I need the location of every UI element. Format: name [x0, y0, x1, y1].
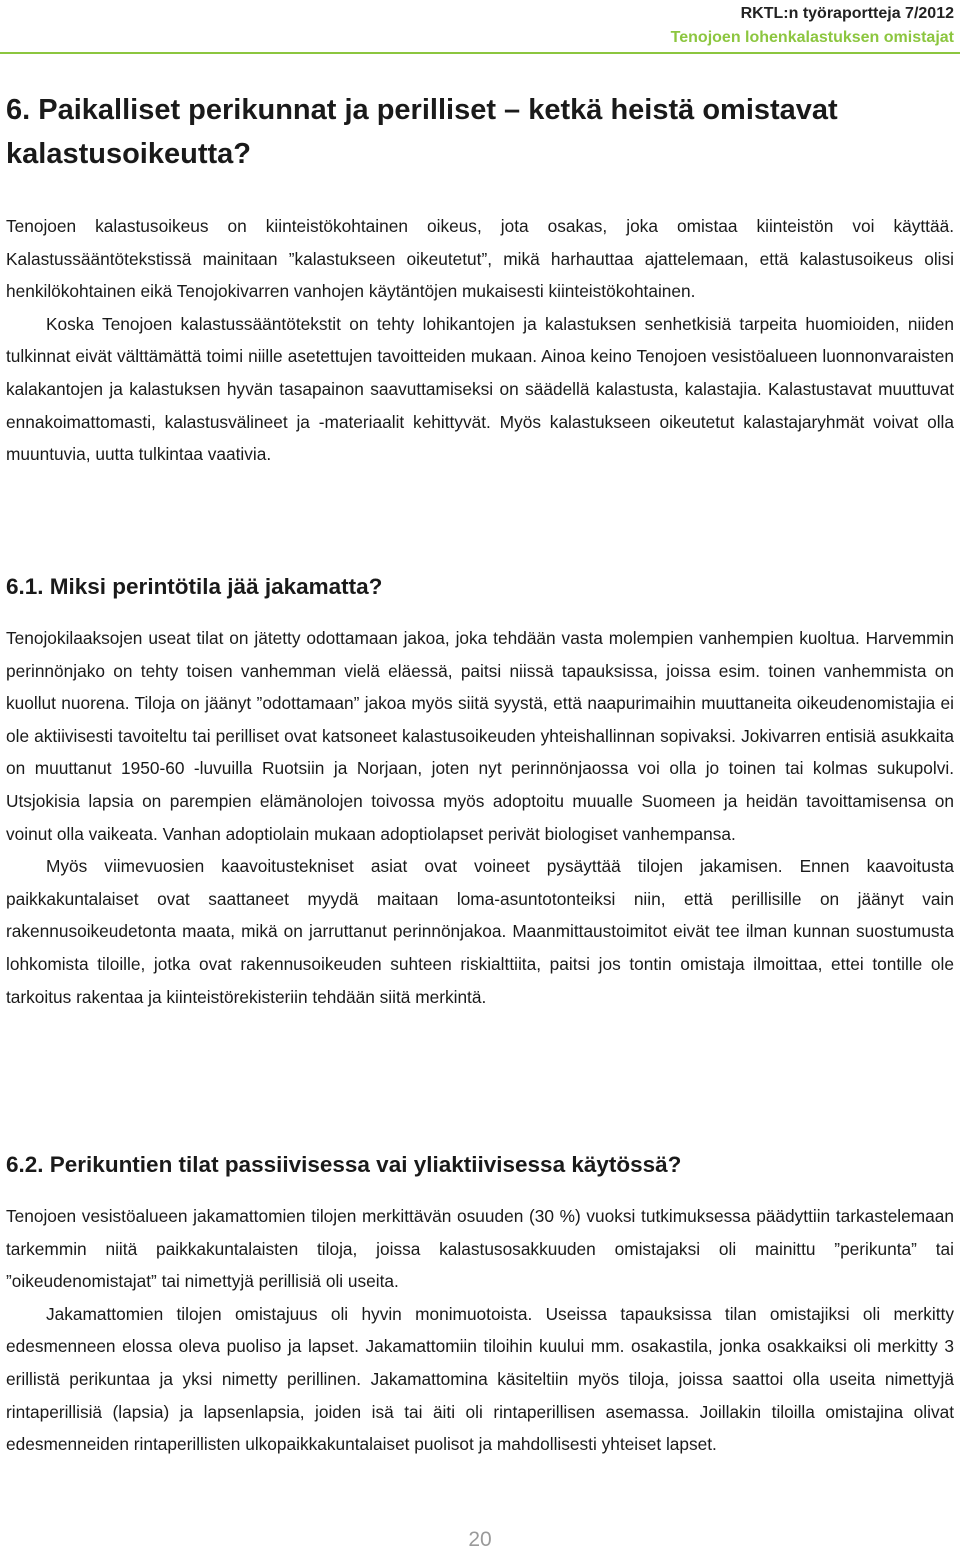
page-number: 20: [468, 1528, 492, 1551]
chapter-title: 6. Paikalliset perikunnat ja perilliset – ketkä heistä omistavat kalastusoikeutta?: [6, 94, 838, 170]
running-header: [671, 2, 954, 50]
section-6-1-text: [6, 622, 954, 1013]
header-divider: [0, 52, 960, 54]
report-series: RKTL:n työraportteja 7/2012: [740, 5, 954, 22]
intro-paragraph-1: Tenojoen kalastusoikeus on kiinteistökohtainen oikeus, jota osakas, joka omistaa kiinteistön voi käyttää. Kalastussääntötekstissä mainitaan ”kalastukseen oikeutetut”, mikä harhauttaa ajattelemaan, että kalastusoikeus olisi henkilökohtainen eikä Tenojokivarren vanhojen käytäntöjen mukaisesti kiinteistökohtainen.: [6, 216, 954, 302]
section-6-1-paragraph-1: Tenojokilaaksojen useat tilat on jätetty odottamaan jakoa, joka tehdään vasta molempien vanhempien kuoltua. Harvemmin perinnönjako on tehty toisen vanhemman vielä eläessä, paitsi niissä tapauksissa, joissa esim. toinen vanhemmista on kuollut nuorena. Tiloja on jäänyt ”odottamaan” jakoa myös siitä syystä, että naapurimaihin muuttaneita oikeudenomistajia ei ole aktiivisesti tavoiteltu tai perilliset ovat katsoneet kalastusoikeuden yhteishallinnan sopivaksi. Jokivarren entisiä asukkaita on muuttanut 1950-60 -luvuilla Ruotsiin ja Norjaan, joten nyt perinnönjaossa voi olla jo toinen tai kolmas sukupolvi. Utsjokisia lapsia on parempien elämänolojen toivossa myös adoptoitu muualle Suomeen ja heidän tavoittamisensa on voinut olla vaikeata. Vanhan adoptiolain mukaan adoptiolapset perivät biologiset vanhempansa.: [6, 628, 954, 844]
section-6-2-text: [6, 1200, 954, 1461]
section-6-2-paragraph-1: Tenojoen vesistöalueen jakamattomien tilojen merkittävän osuuden (30 %) vuoksi tutkimuksessa päädyttiin tarkastelemaan tarkemmin niitä paikkakuntalaisten tiloja, joissa kalastusosakkuuden omistajaksi oli mainittu ”perikunta” tai ”oikeudenomistajat” tai nimettyjä perillisiä oli useita.: [6, 1206, 954, 1292]
report-title: Tenojoen lohenkalastuksen omistajat: [670, 29, 954, 46]
intro-text: [6, 210, 954, 471]
section-6-2-paragraph-2: Jakamattomien tilojen omistajuus oli hyvin monimuotoista. Useissa tapauksissa tilan omistajiksi oli merkitty edesmenneen elossa oleva puoliso ja lapset. Jakamattomiin tiloihin kuului mm. osakastila, jonka osakkaiksi oli merkitty 3 erillistä perikuntaa ja yksi nimetty perillinen. Jakamattomina käsiteltiin myös tiloja, joissa saattoi olla useita nimettyjä rintaperillisiä (lapsia) ja lapsenlapsia, joiden isä tai äiti oli rintaperillisen asemassa. Joillakin tiloilla omistajina olivat edesmenneiden rintaperillisten ulkopaikkakuntalaiset puolisot ja mahdollisesti yhteiset lapset.: [6, 1303, 954, 1455]
section-6-1-paragraph-2: Myös viimevuosien kaavoitustekniset asiat ovat voineet pysäyttää tilojen jakamisen. Ennen kaavoitusta paikkakuntalaiset ovat saattaneet myydä maitaan loma-asuntotonteiksi niin, että perillisille on jäänyt vain rakennusoikeudetonta maata, mikä on jarruttanut perinnönjakoa. Maanmittaustoimitot eivät tee ilman kunnan suostumusta lohkomista tiloille, jotka ovat rakennusoikeuden suhteen riskialttiita, paitsi jos tontin omistaja ilmoittaa, ettei tontille ole tarkoitus rakentaa ja kiinteistörekisteriin tehdään siitä merkintä.: [6, 856, 954, 1007]
intro-paragraph-2: Koska Tenojoen kalastussääntötekstit on tehty lohikantojen ja kalastuksen senhetkisiä tarpeita huomioiden, niiden tulkinnat eivät välttämättä toimi niille asetettujen tavoitteiden mukaan. Ainoa keino Tenojoen vesistöalueen luonnonvaraisten kalakantojen ja kalastuksen hyvän tasapainon saavuttamiseksi on säädellä kalastusta, kalastajia. Kalastustavat muuttuvat ennakoimattomasti, kalastusvälineet ja -materiaalit kehittyvät. Myös kalastukseen oikeutetut kalastajaryhmät voivat olla muuntuvia, uutta tulkintaa vaativia.: [6, 313, 954, 465]
section-6-1-heading: 6.1. Miksi perintötila jää jakamatta?: [6, 574, 383, 599]
section-6-2-heading: 6.2. Perikuntien tilat passiivisessa vai yliaktiivisessa käytössä?: [6, 1152, 682, 1177]
